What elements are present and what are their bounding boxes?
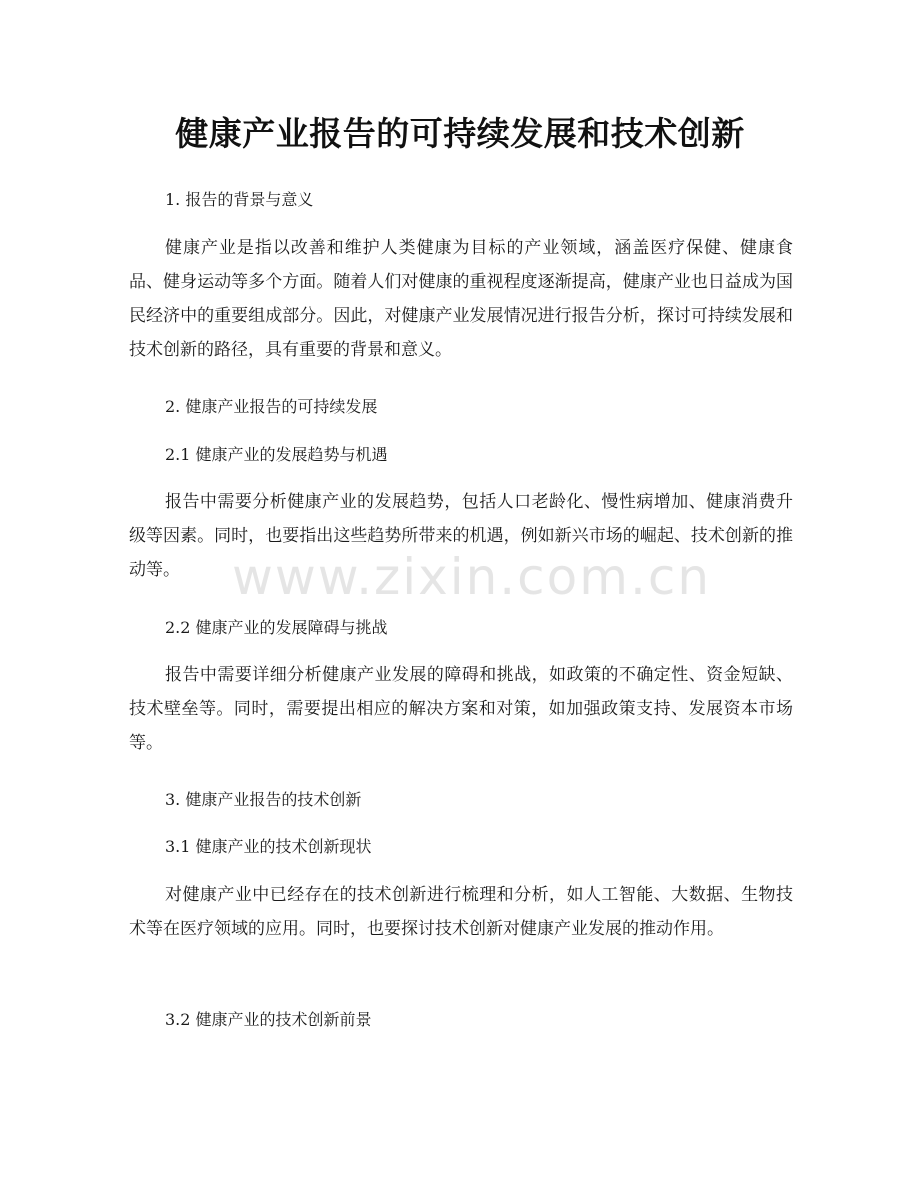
section-heading-3-1: 3.1 健康产业的技术创新现状 [165, 837, 372, 856]
document-title: 健康产业报告的可持续发展和技术创新 [175, 114, 745, 153]
paragraph-challenges: 报告中需要详细分析健康产业发展的障碍和挑战，如政策的不确定性、资金短缺、技术壁垒等。同时，需要提出相应的解决方案和对策，如加强政策支持、发展资本市场等。 [129, 665, 793, 753]
paragraph-background: 健康产业是指以改善和维护人类健康为目标的产业领域，涵盖医疗保健、健康食品、健身运动等多个方面。随着人们对健康的重视程度逐渐提高，健康产业也日益成为国民经济中的重要组成部分。因此，对健康产业发展情况进行报告分析，探讨可持续发展和技术创新的路径，具有重要的背景和意义。 [129, 238, 793, 360]
section-heading-3: 3. 健康产业报告的技术创新 [165, 790, 362, 809]
paragraph-trends: 报告中需要分析健康产业的发展趋势，包括人口老龄化、慢性病增加、健康消费升级等因素。同时，也要指出这些趋势所带来的机遇，例如新兴市场的崛起、技术创新的推动等。 [129, 492, 793, 580]
watermark: www.zixin.com.cn [232, 548, 712, 606]
section-heading-3-2: 3.2 健康产业的技术创新前景 [165, 1010, 372, 1029]
section-heading-2-2: 2.2 健康产业的发展障碍与挑战 [165, 618, 388, 637]
section-heading-2: 2. 健康产业报告的可持续发展 [165, 397, 378, 416]
paragraph-innovation-status: 对健康产业中已经存在的技术创新进行梳理和分析，如人工智能、大数据、生物技术等在医疗领域的应用。同时，也要探讨技术创新对健康产业发展的推动作用。 [129, 885, 793, 939]
section-heading-1: 1. 报告的背景与意义 [165, 190, 314, 209]
section-heading-2-1: 2.1 健康产业的发展趋势与机遇 [165, 445, 388, 464]
